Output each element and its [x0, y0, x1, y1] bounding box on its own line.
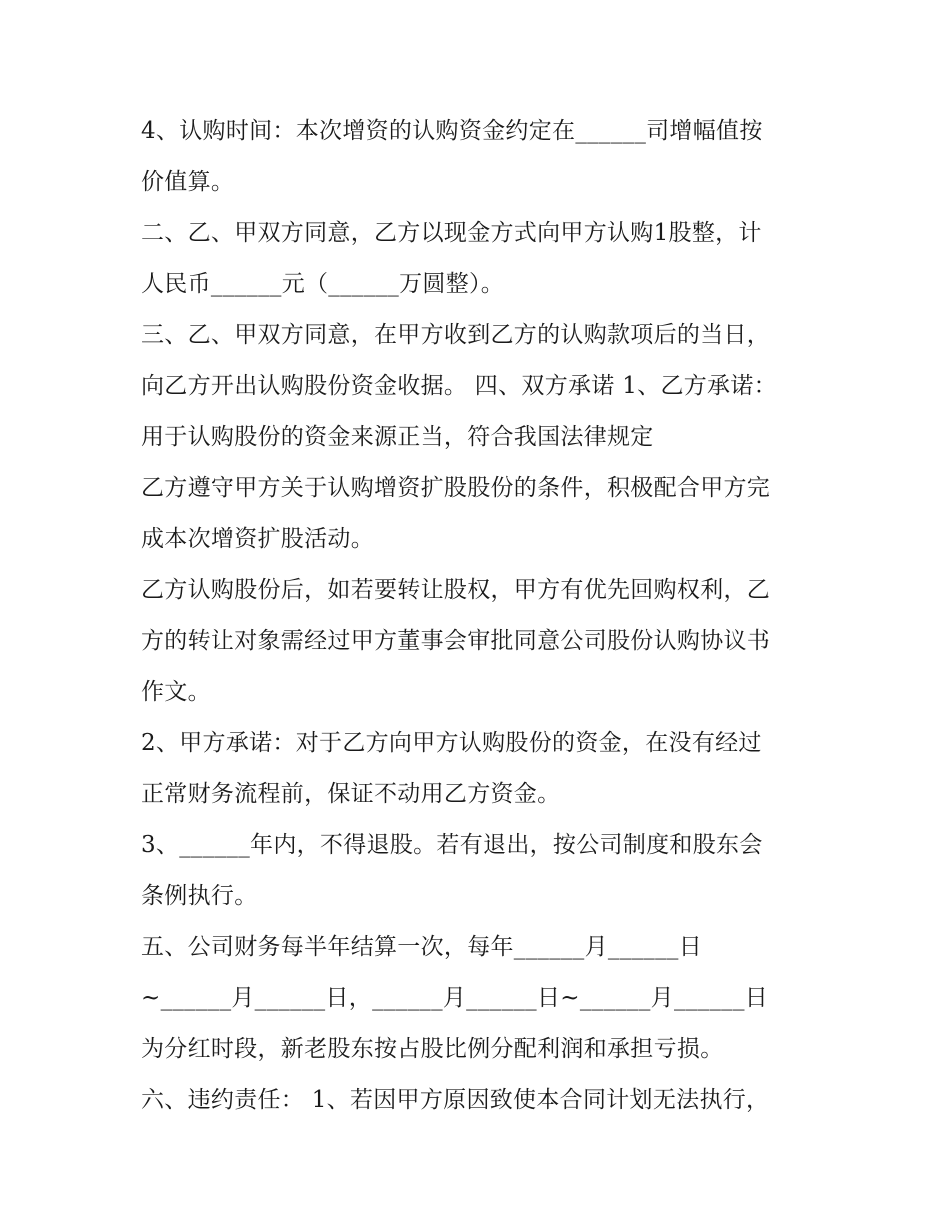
text-line: 乙方遵守甲方关于认购增资扩股股份的条件，积极配合甲方完	[141, 475, 771, 501]
text-line: ~______月______日，______月______日~______月______日	[141, 985, 769, 1011]
text-line: 3、______年内，不得退股。若有退出，按公司制度和股东会	[141, 832, 763, 858]
text-line: 正常财务流程前，保证不动用乙方资金。	[141, 781, 561, 807]
text-line: 作文。	[141, 679, 211, 705]
text-line: 方的转让对象需经过甲方董事会审批同意公司股份认购协议书	[141, 628, 771, 654]
text-line: 价值算。	[141, 169, 235, 195]
text-line: 乙方认购股份后，如若要转让股权，甲方有优先回购权利，乙	[141, 577, 771, 603]
text-line: 六、违约责任： 1、若因甲方原因致使本合同计划无法执行，	[141, 1087, 770, 1113]
text-line: 2、甲方承诺：对于乙方向甲方认购股份的资金，在没有经过	[141, 730, 762, 756]
text-line: 为分红时段，新老股东按占股比例分配利润和承担亏损。	[141, 1036, 724, 1062]
text-line: 向乙方开出认购股份资金收据。 四、双方承诺 1、乙方承诺：	[141, 373, 777, 399]
text-line: 人民币______元（______万圆整）。	[141, 271, 505, 297]
document-body	[141, 108, 821, 1128]
text-line: 用于认购股份的资金来源正当，符合我国法律规定	[141, 424, 654, 450]
text-line: 4、认购时间：本次增资的认购资金约定在______司增幅值按	[141, 118, 763, 144]
text-line: 三、乙、甲双方同意，在甲方收到乙方的认购款项后的当日，	[141, 322, 771, 348]
text-line: 五、公司财务每半年结算一次，每年______月______日	[141, 934, 702, 960]
text-line: 二、乙、甲双方同意，乙方以现金方式向甲方认购1股整，计	[141, 220, 762, 246]
text-line: 条例执行。	[141, 883, 258, 909]
text-line: 成本次增资扩股活动。	[141, 526, 374, 552]
